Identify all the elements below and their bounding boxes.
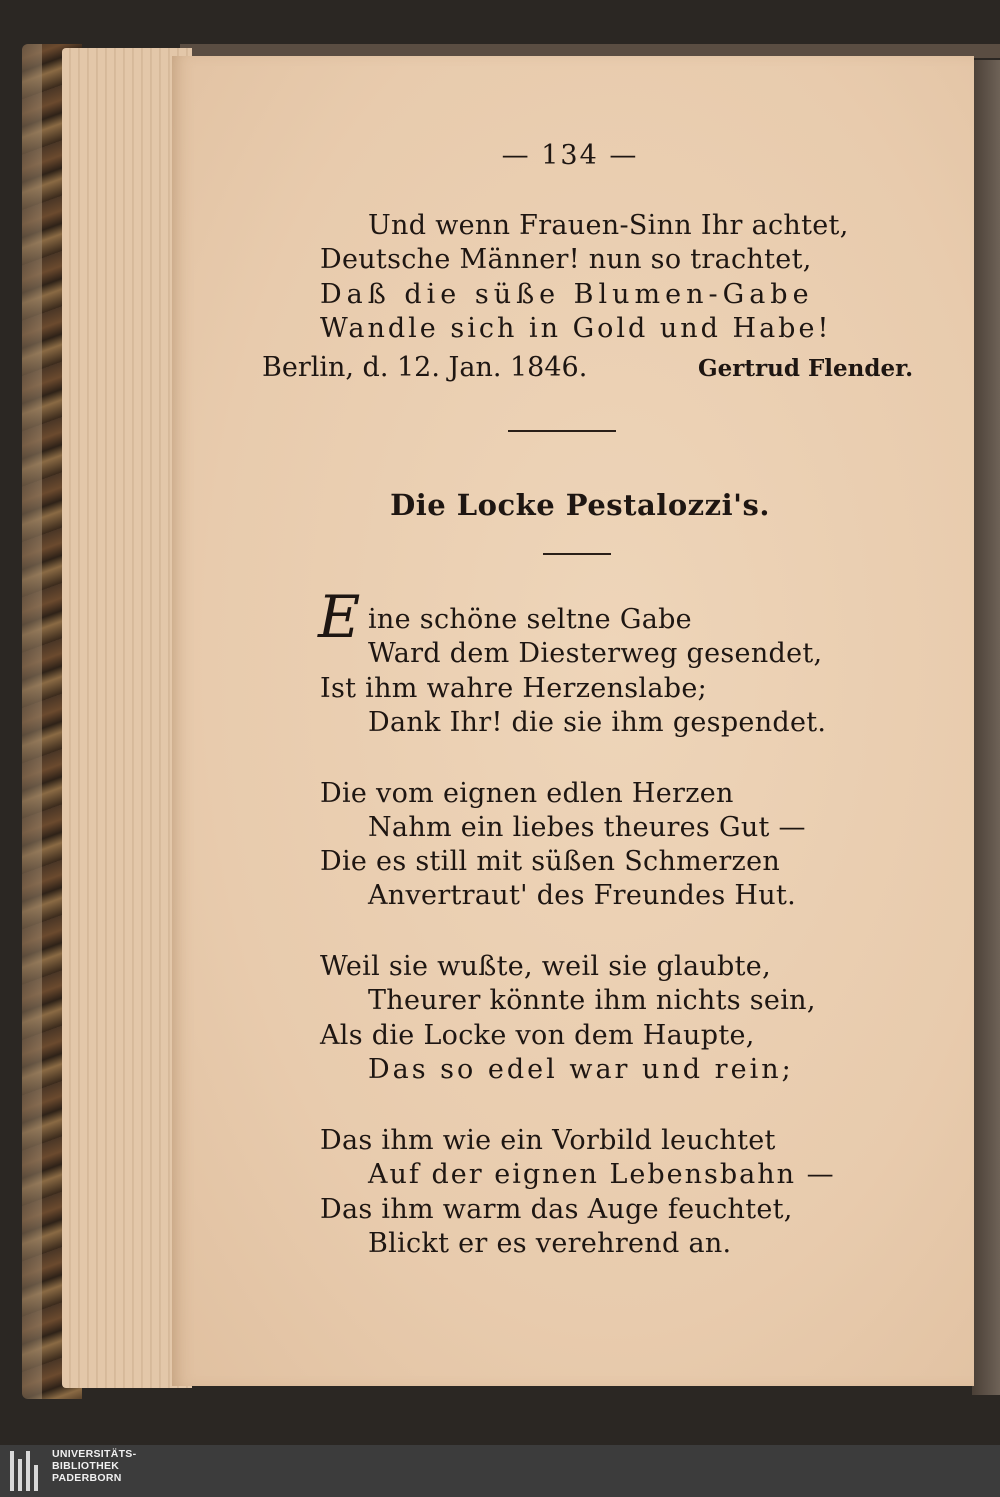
verse-line: Die vom eignen edlen Herzen <box>320 778 734 809</box>
verse-line: Dank Ihr! die sie ihm gespendet. <box>368 707 827 738</box>
verse-line: Ward dem Diesterweg gesendet, <box>368 638 823 669</box>
library-logo-icon <box>10 1451 46 1491</box>
drop-cap: E <box>318 583 361 651</box>
library-footer <box>0 1445 1000 1497</box>
place-date: Berlin, d. 12. Jan. 1846. <box>262 352 588 383</box>
verse-line: Blickt er es verehrend an. <box>368 1228 732 1259</box>
verse-line: Das ihm warm das Auge feuchtet, <box>320 1194 793 1225</box>
page-number: — 134 — <box>501 140 639 171</box>
verse-line: Wandle sich in Gold und Habe! <box>320 313 832 344</box>
title-rule <box>543 553 611 555</box>
library-name-line2: BIBLIOTHEK <box>52 1460 120 1472</box>
verse-line: Die es still mit süßen Schmerzen <box>320 846 781 877</box>
verse-line: Anvertraut' des Freundes Hut. <box>368 880 796 911</box>
verse-line: Theurer könnte ihm nichts sein, <box>368 985 816 1016</box>
verse-line: Auf der eignen Lebensbahn — <box>368 1159 836 1190</box>
library-name-line3: PADERBORN <box>52 1472 122 1484</box>
verse-line: Deutsche Männer! nun so trachtet, <box>320 244 812 275</box>
verse-line: Das ihm wie ein Vorbild leuchtet <box>320 1125 776 1156</box>
poem-title: Die Locke Pestalozzi's. <box>390 488 770 522</box>
verse-line: Ist ihm wahre Herzenslabe; <box>320 673 707 704</box>
verse-line: Und wenn Frauen-Sinn Ihr achtet, <box>368 210 849 241</box>
verse-line: Als die Locke von dem Haupte, <box>320 1020 755 1051</box>
author-name: Gertrud Flender. <box>698 355 914 382</box>
verse-line: Das so edel war und rein; <box>368 1054 794 1085</box>
book-cover-edge <box>22 44 42 1399</box>
verse-line: Weil sie wußte, weil sie glaubte, <box>320 951 771 982</box>
verse-line: Nahm ein liebes theures Gut — <box>368 812 806 843</box>
section-divider <box>508 430 616 432</box>
verse-line: Daß die süße Blumen-Gabe <box>320 279 814 310</box>
library-name-line1: UNIVERSITÄTS- <box>52 1448 137 1460</box>
verse-line: ine schöne seltne Gabe <box>368 604 692 635</box>
page-right-edge <box>972 60 1000 1395</box>
